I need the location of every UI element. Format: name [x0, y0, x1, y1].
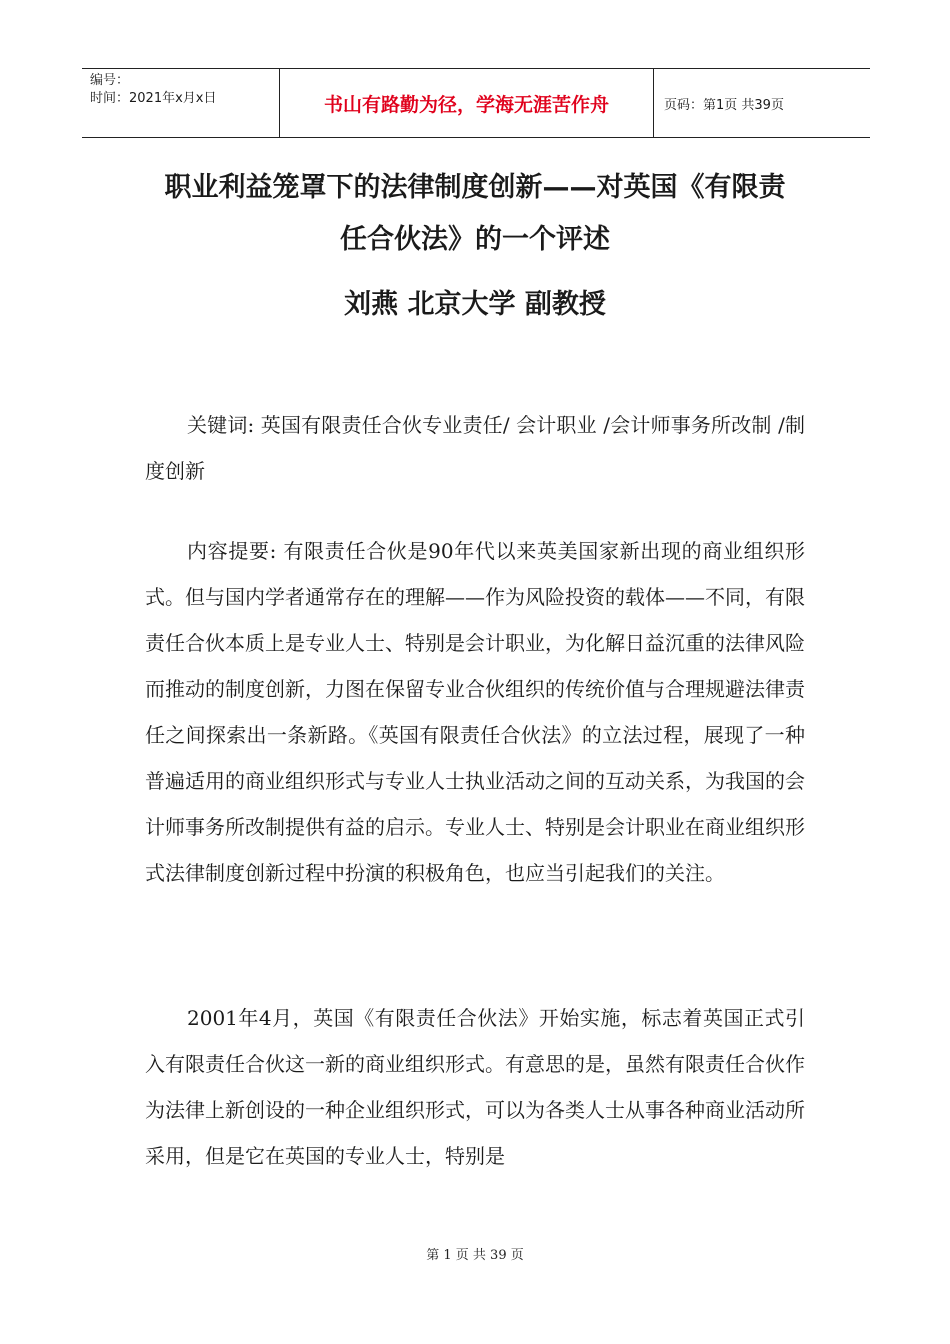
document-title-line-2: 任合伙法》的一个评述: [340, 224, 610, 255]
header-motto: 书山有路勤为径，学海无涯苦作舟: [280, 69, 654, 137]
document-header: [82, 68, 870, 138]
abstract-paragraph: 内容提要: 有限责任合伙是90年代以来英美国家新出现的商业组织形式。但与国内学者通常存在的理解——作为风险投资的载体——不同，有限责任合伙本质上是专业人士、特别是会计职业，为化解日益沉重的法律风险而推动的制度创新，力图在保留专业合伙组织的传统价值与合理规避法律责任之间探索出一条新路。《英国有限责任合伙法》的立法过程，展现了一种普遍适用的商业组织形式与专业人士执业活动之间的互动关系，为我国的会计师事务所改制提供有益的启示。专业人士、特别是会计职业在商业组织形式法律制度创新过程中扮演的积极角色，也应当引起我们的关注。: [145, 539, 805, 885]
keywords-paragraph: 关键词: 英国有限责任合伙专业责任/ 会计职业 /会计师事务所改制 /制度创新: [145, 413, 805, 483]
header-number-label: 编号：: [90, 73, 130, 88]
page-footer: 第 1 页 共 39 页: [426, 1248, 524, 1263]
header-page-info: 页码：第1页 共39页: [664, 97, 784, 113]
document-title-line-1: 职业利益笼罩下的法律制度创新——对英国《有限责: [164, 172, 786, 203]
document-author: 刘燕 北京大学 副教授: [344, 289, 606, 320]
header-time-label: 时间：2021年x月x日: [90, 91, 217, 106]
header-meta: [82, 69, 280, 137]
body-paragraph: 2001年4月，英国《有限责任合伙法》开始实施，标志着英国正式引入有限责任合伙这一新的商业组织形式。有意思的是，虽然有限责任合伙作为法律上新创设的一种企业组织形式，可以为各类人士从事各种商业活动所采用，但是它在英国的专业人士，特别是: [145, 1006, 805, 1168]
